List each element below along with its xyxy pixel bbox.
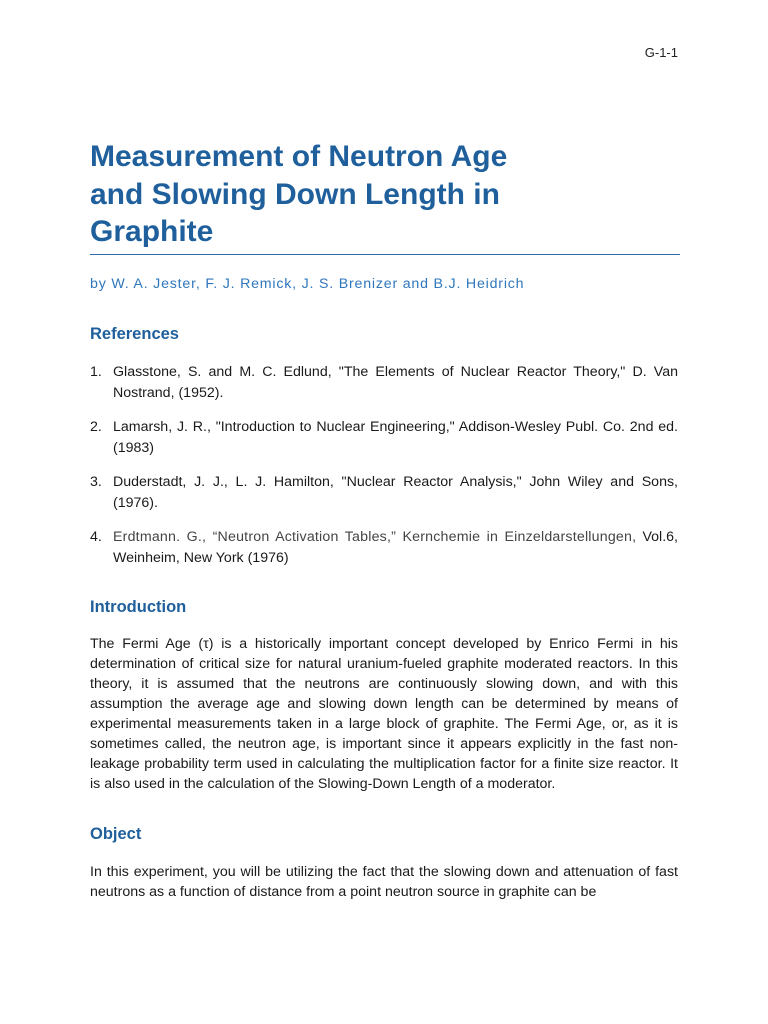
reference-lead: Erdtmann. G., “Neutron Activation Tables,” Kernchemie in Einzeldarstellungen, bbox=[113, 529, 637, 545]
reference-item-4 bbox=[90, 527, 678, 568]
author-byline: by W. A. Jester, F. J. Remick, J. S. Brenizer and B.J. Heidrich bbox=[90, 276, 525, 292]
reference-item-1 bbox=[90, 362, 678, 403]
reference-text: Duderstadt, J. J., L. J. Hamilton, "Nuclear Reactor Analysis," John Wiley and Sons, (1976). bbox=[113, 474, 678, 511]
reference-item-2 bbox=[90, 417, 678, 458]
introduction-paragraph: The Fermi Age (τ) is a historically important concept developed by Enrico Fermi in his determination of critical size for natural uranium-fueled graphite moderated reactors. In this theory, it is assumed that the neutrons are continuously slowing down, and with this assumption the average age and slowing down length can be determined by means of experimental measurements taken in a large block of graphite. The Fermi Age, or, as it is sometimes called, the neutron age, is important since it appears explicitly in the fast non-leakage probability term used in calculating the multiplication factor for a finite size reactor. It is also used in the calculation of the Slowing-Down Length of a moderator. bbox=[90, 636, 678, 792]
reference-number: 4. bbox=[90, 529, 102, 545]
title-line-1: Measurement of Neutron Age bbox=[90, 140, 508, 173]
reference-text: Lamarsh, J. R., "Introduction to Nuclear Engineering," Addison-Wesley Publ. Co. 2nd ed. (1983) bbox=[113, 419, 678, 456]
reference-item-3 bbox=[90, 472, 678, 513]
object-heading: Object bbox=[90, 825, 142, 843]
reference-number: 1. bbox=[90, 364, 102, 380]
document-title bbox=[90, 138, 678, 251]
reference-text: Glasstone, S. and M. C. Edlund, "The Elements of Nuclear Reactor Theory," D. Van Nostrand, (1952). bbox=[113, 364, 678, 401]
reference-number: 3. bbox=[90, 474, 102, 490]
reference-text bbox=[113, 527, 678, 568]
object-paragraph: In this experiment, you will be utilizing the fact that the slowing down and attenuation of fast neutrons as a function of distance from a point neutron source in graphite can be bbox=[90, 864, 678, 900]
title-line-2: and Slowing Down Length in bbox=[90, 177, 500, 211]
references-heading: References bbox=[90, 325, 179, 343]
title-divider bbox=[90, 254, 680, 255]
reference-tail: Vol.6, Weinheim, New York (1976) bbox=[113, 529, 678, 566]
references-list bbox=[90, 362, 678, 582]
reference-number: 2. bbox=[90, 419, 102, 435]
introduction-heading: Introduction bbox=[90, 598, 187, 616]
page-number: G-1-1 bbox=[644, 45, 678, 60]
title-line-3: Graphite bbox=[90, 215, 214, 248]
